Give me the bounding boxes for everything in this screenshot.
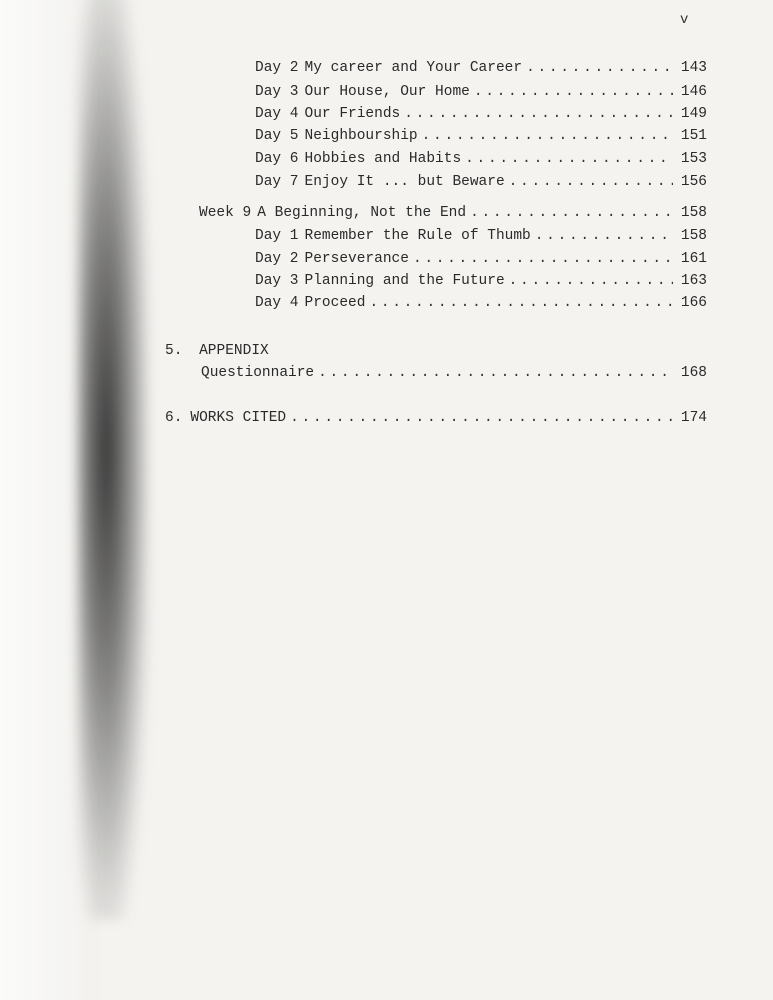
dot-leader [526,60,673,76]
toc-entry [255,174,707,190]
toc-entry-label: Day 1 [255,228,299,244]
toc-entry-title: Proceed [304,295,366,311]
section-title: APPENDIX [199,343,269,359]
toc-entry-label: Day 3 [255,84,299,100]
toc-entry-page: 158 [680,228,707,244]
toc-entry [255,151,707,167]
toc-entry-page: 153 [680,151,707,167]
toc-entry-label: Day 2 [255,60,299,76]
toc-entry [255,128,707,144]
dot-leader [404,106,673,122]
page-number: v [680,12,689,28]
toc-entry-label: Day 7 [255,174,299,190]
toc-entry-works-cited [165,410,707,426]
toc-entry-title: Enjoy It ... but Beware [304,174,505,190]
binding-shadow [78,0,148,920]
toc-entry-page: 146 [680,84,707,100]
dot-leader [413,251,673,267]
toc-entry-label: Day 4 [255,295,299,311]
dot-leader [318,365,673,381]
toc-entry-title: Perseverance [304,251,409,267]
toc-entry-page: 166 [680,295,707,311]
toc-entry-page: 161 [680,251,707,267]
section-heading-appendix [165,343,269,359]
toc-entry-title: My career and Your Career [304,60,523,76]
dot-leader [474,84,673,100]
toc-entry-title: Our House, Our Home [304,84,470,100]
dot-leader [422,128,673,144]
toc-entry-title: Hobbies and Habits [304,151,462,167]
toc-entry [255,251,707,267]
toc-entry-title: A Beginning, Not the End [257,205,467,221]
toc-entry [255,295,707,311]
dot-leader [290,410,673,426]
toc-entry-title: Questionnaire [201,365,315,381]
dot-leader [369,295,673,311]
toc-entry-page: 158 [680,205,707,221]
toc-entry-title: Our Friends [304,106,401,122]
dot-leader [535,228,673,244]
toc-entry-page: 174 [680,410,707,426]
toc-entry [255,84,707,100]
dot-leader [509,273,673,289]
toc-entry-page: 163 [680,273,707,289]
toc-entry-title: Remember the Rule of Thumb [304,228,531,244]
toc-entry-title: Neighbourship [304,128,418,144]
dot-leader [470,205,673,221]
toc-entry-title: Planning and the Future [304,273,505,289]
toc-entry-label: Day 3 [255,273,299,289]
toc-entry-questionnaire [201,365,707,381]
toc-entry-week [199,205,707,221]
toc-entry-label: Day 2 [255,251,299,267]
toc-entry-page: 168 [680,365,707,381]
toc-entry [255,228,707,244]
toc-entry-label: Day 5 [255,128,299,144]
toc-entry [255,273,707,289]
toc-entry-label: Week 9 [199,205,252,221]
toc-entry-page: 143 [680,60,707,76]
toc-entry-page: 151 [680,128,707,144]
toc-entry [255,60,707,76]
toc-entry-label: Day 6 [255,151,299,167]
toc-entry [255,106,707,122]
section-number: 6. [165,410,183,426]
section-title: WORKS CITED [190,410,287,426]
toc-entry-label: Day 4 [255,106,299,122]
toc-entry-page: 156 [680,174,707,190]
toc-entry-page: 149 [680,106,707,122]
section-number: 5. [165,343,183,359]
dot-leader [509,174,673,190]
dot-leader [465,151,673,167]
